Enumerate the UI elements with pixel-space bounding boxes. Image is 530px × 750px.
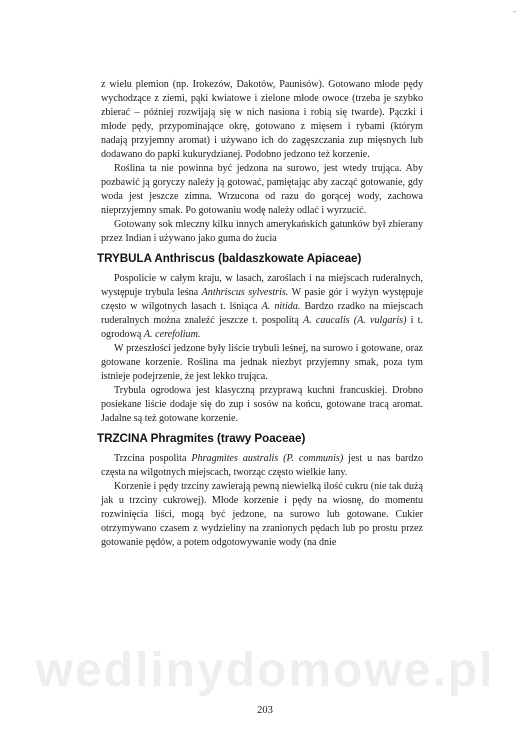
text-run: jest u nas bardzo częsta na wilgotnych miejscach, tworząc często wielkie łany.	[101, 453, 423, 478]
text-run: W pasie gór i wyżyn występuje często w wilgotnych lasach t. lśniąca	[101, 287, 424, 312]
text-run: Bardzo rzadko na miejscach ruderalnych można znaleźć jeszcze t. pospolitą	[101, 301, 423, 326]
trybula-paragraph-1	[101, 272, 423, 342]
paragraph-3: Gotowany sok mleczny kilku innych amerykańskich gatunków był zbierany przez Indian i używano jako guma do żucia	[101, 219, 423, 244]
corner-mark: -	[513, 6, 516, 16]
section-heading-trzcina: TRZCINA Phragmites (trawy Poaceae)	[97, 432, 306, 445]
latin-name: Anthriscus sylvestris.	[201, 287, 289, 298]
page-number: 203	[257, 705, 273, 716]
section-heading-trybula: TRYBULA Anthriscus (baldaszkowate Apiaceae)	[97, 252, 362, 265]
latin-name: A. caucalis (A. vulgaris)	[303, 315, 407, 326]
text-run: i t. ogrodową	[101, 315, 424, 340]
text-column	[97, 78, 424, 550]
latin-name: A. nitida.	[261, 301, 301, 312]
latin-name: A. cerefolium.	[143, 329, 201, 340]
paragraph-2: Roślina ta nie powinna być jedzona na surowo, jest wtedy trująca. Aby pozbawić ją goryczy należy ją gotować, pamiętając aby zacząć gotowanie, gdy woda jest jeszcze zimna. Wrzucona od razu do gorącej wody, zachowa nieprzyjemny smak. Po gotowaniu wodę należy odlać i wyrzucić.	[101, 163, 423, 216]
latin-name: Phragmites australis (P. communis)	[191, 453, 344, 464]
trybula-paragraph-2: W przeszłości jedzone były liście trybuli leśnej, na surowo i gotowane, oraz gotowane korzenie. Roślina ma jednak niezbyt przyjemny smak, poza tym istnieje podejrzenie, że jest lekko trująca.	[101, 343, 423, 382]
watermark: wedlinydomowe.pl	[35, 644, 495, 697]
text-run: Pospolicie w całym kraju, w lasach, zaroślach i na miejscach ruderalnych, występuje trybula leśna	[101, 273, 423, 298]
paragraph-1: z wielu plemion (np. Irokezów, Dakotów, Paunisów). Gotowano młode pędy wychodzące z ziemi, pąki kwiatowe i zielone młode owoce (trzeba je szybko zbierać – później rozwijają się w nich nasiona i robią się twarde). Pączki i młode pędy, przypominające okrę, gotowano z mięsem i rybami (którym nadają przyjemny aromat) i używano ich do zagęszczania zup mięsnych lub dodawano do papki kukurydzianej. Podobno jedzono też korzenie.	[101, 79, 423, 160]
trzcina-paragraph-1	[101, 452, 423, 480]
trybula-paragraph-3: Trybula ogrodowa jest klasyczną przyprawą kuchni francuskiej. Drobno posiekane liście dodaje się do zup i sosów na końcu, gotowane tracą aromat. Jadalne są też gotowane korzenie.	[101, 385, 423, 424]
text-run: Trzcina pospolita	[114, 453, 192, 464]
trzcina-paragraph-2: Korzenie i pędy trzciny zawierają pewną niewielką ilość cukru (nie tak dużą jak u trzciny cukrowej). Młode korzenie i pędy na wiosnę, do momentu rozwinięcia liści, mogą być jedzone, na surowo lub gotowane. Cukier otrzymywano czasem z wydzieliny na zranionych pędach lub po prostu przez gotowanie pędów, a potem odgotowywanie wody (na dnie	[101, 481, 423, 548]
